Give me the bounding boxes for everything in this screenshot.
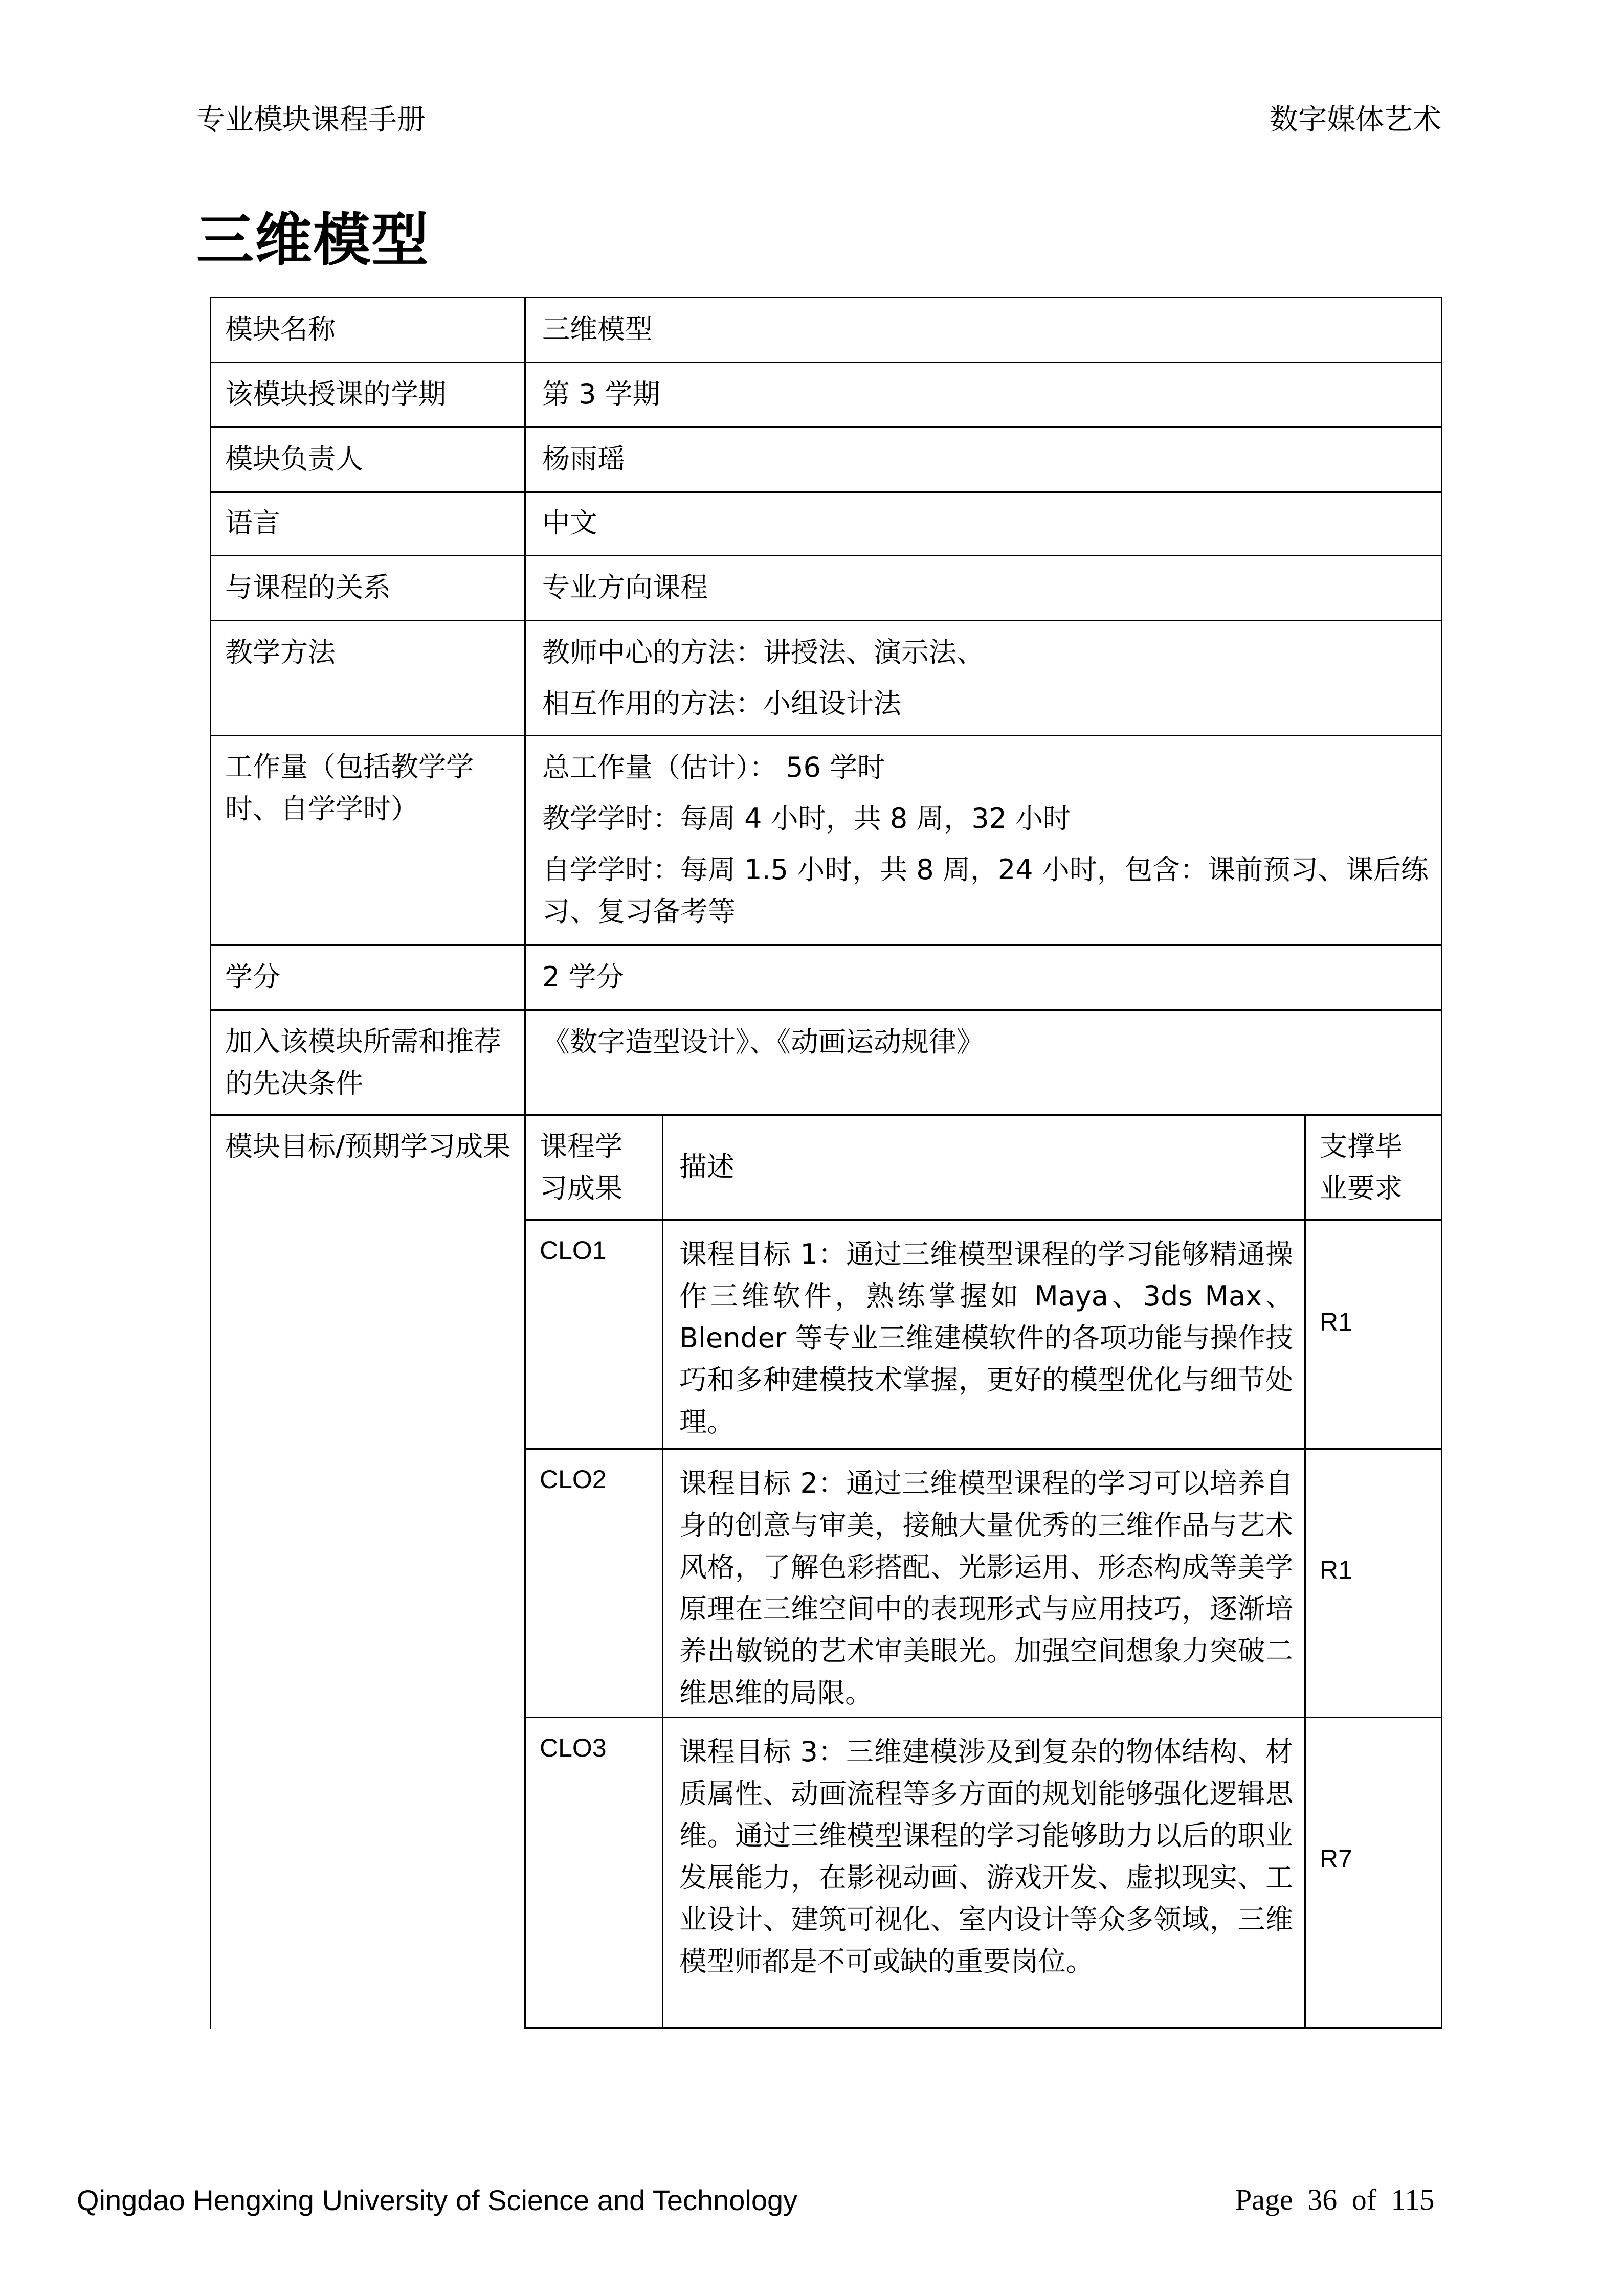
outcome-clo: CLO1 [540, 1236, 607, 1265]
table-border-left [210, 297, 211, 2029]
workload-line: 总工作量（估计）： 56 学时 [542, 751, 885, 783]
outcome-clo: CLO2 [540, 1465, 607, 1494]
row-divider [210, 426, 1442, 428]
outcome-header-desc: 描述 [679, 1151, 735, 1183]
row-label-teaching-method: 教学方法 [225, 636, 336, 668]
outcome-req: R1 [1320, 1308, 1352, 1336]
row-label-semester: 该模块授课的学期 [225, 378, 446, 410]
row-label-owner: 模块负责人 [225, 443, 363, 475]
outcome-desc: 课程目标 2：通过三维模型课程的学习可以培养自身的创意与审美，接触大量优秀的三维作品与艺术风格，了解色彩搭配、光影运用、形态构成等美学原理在三维空间中的表现形式与应用技巧，逐渐培养出敏锐的艺术审美眼光。加强空间想象力突破二维思维的局限。 [679, 1467, 1293, 1709]
row-value-prerequisites: 《数字造型设计》、《动画运动规律》 [542, 1026, 984, 1058]
outcome-req: R1 [1320, 1556, 1352, 1584]
teaching-method-line: 相互作用的方法：小组设计法 [542, 687, 901, 719]
row-divider [210, 944, 1442, 946]
footer-page-number: Page 36 of 115 [1235, 2183, 1435, 2216]
teaching-method-line: 教师中心的方法：讲授法、演示法、 [542, 636, 984, 668]
row-label-prerequisites: 加入该模块所需和推荐的先决条件 [225, 1025, 501, 1099]
row-label-language: 语言 [225, 507, 280, 539]
outcome-header-req: 支撑毕业要求 [1320, 1130, 1403, 1204]
header-right: 数字媒体艺术 [1270, 103, 1441, 137]
row-label-workload: 工作量（包括教学学时、自学学时） [225, 751, 474, 825]
outcome-header-clo: 课程学习成果 [540, 1130, 622, 1204]
row-label-module-name: 模块名称 [225, 313, 336, 345]
row-value-language: 中文 [542, 507, 597, 539]
row-divider [210, 1009, 1442, 1011]
row-label-relation: 与课程的关系 [225, 571, 391, 603]
row-value-module-name: 三维模型 [542, 313, 653, 345]
workload-line: 自学学时：每周 1.5 小时，共 8 周，24 小时，包含：课前预习、课后练习、复习备考等 [542, 853, 1429, 928]
row-divider [210, 620, 1442, 621]
row-label-credits: 学分 [225, 961, 280, 993]
header-left: 专业模块课程手册 [196, 103, 426, 137]
row-value-relation: 专业方向课程 [542, 571, 708, 603]
table-border-top [210, 297, 1442, 298]
outcome-desc: 课程目标 1：通过三维模型课程的学习能够精通操作三维软件，熟练掌握如 Maya、3ds Max、Blender 等专业三维建模软件的各项功能与操作技巧和多种建模技术掌握，更好的模型优化与细节处理。 [679, 1238, 1293, 1438]
row-value-credits: 2 学分 [542, 961, 624, 993]
row-value-semester: 第 3 学期 [542, 378, 660, 410]
row-value-owner: 杨雨瑶 [542, 443, 625, 475]
table-border-right [1441, 297, 1442, 2029]
outcome-col-divider [1304, 1114, 1306, 2029]
row-divider [210, 555, 1442, 556]
row-value-teaching-method [542, 627, 1437, 729]
row-divider [210, 735, 1442, 736]
outcome-desc: 课程目标 3：三维建模涉及到复杂的物体结构、材质属性、动画流程等多方面的规划能够强化逻辑思维。通过三维模型课程的学习能够助力以后的职业发展能力，在影视动画、游戏开发、虚拟现实、工业设计、建筑可视化、室内设计等众多领域，三维模型师都是不可或缺的重要岗位。 [679, 1736, 1293, 1977]
row-divider [210, 491, 1442, 493]
row-divider [210, 1114, 1442, 1116]
workload-line: 教学学时：每周 4 小时，共 8 周，32 小时 [542, 802, 1071, 835]
outcome-req: R7 [1320, 1844, 1352, 1873]
outcome-col-divider [662, 1114, 663, 2029]
row-label-outcomes: 模块目标/预期学习成果 [225, 1130, 511, 1162]
footer-university: Qingdao Hengxing University of Science and Technology [77, 2184, 798, 2216]
row-divider [210, 362, 1442, 363]
page-title: 三维模型 [196, 207, 430, 274]
row-value-workload [542, 742, 1437, 933]
outcome-clo: CLO3 [540, 1734, 607, 1762]
